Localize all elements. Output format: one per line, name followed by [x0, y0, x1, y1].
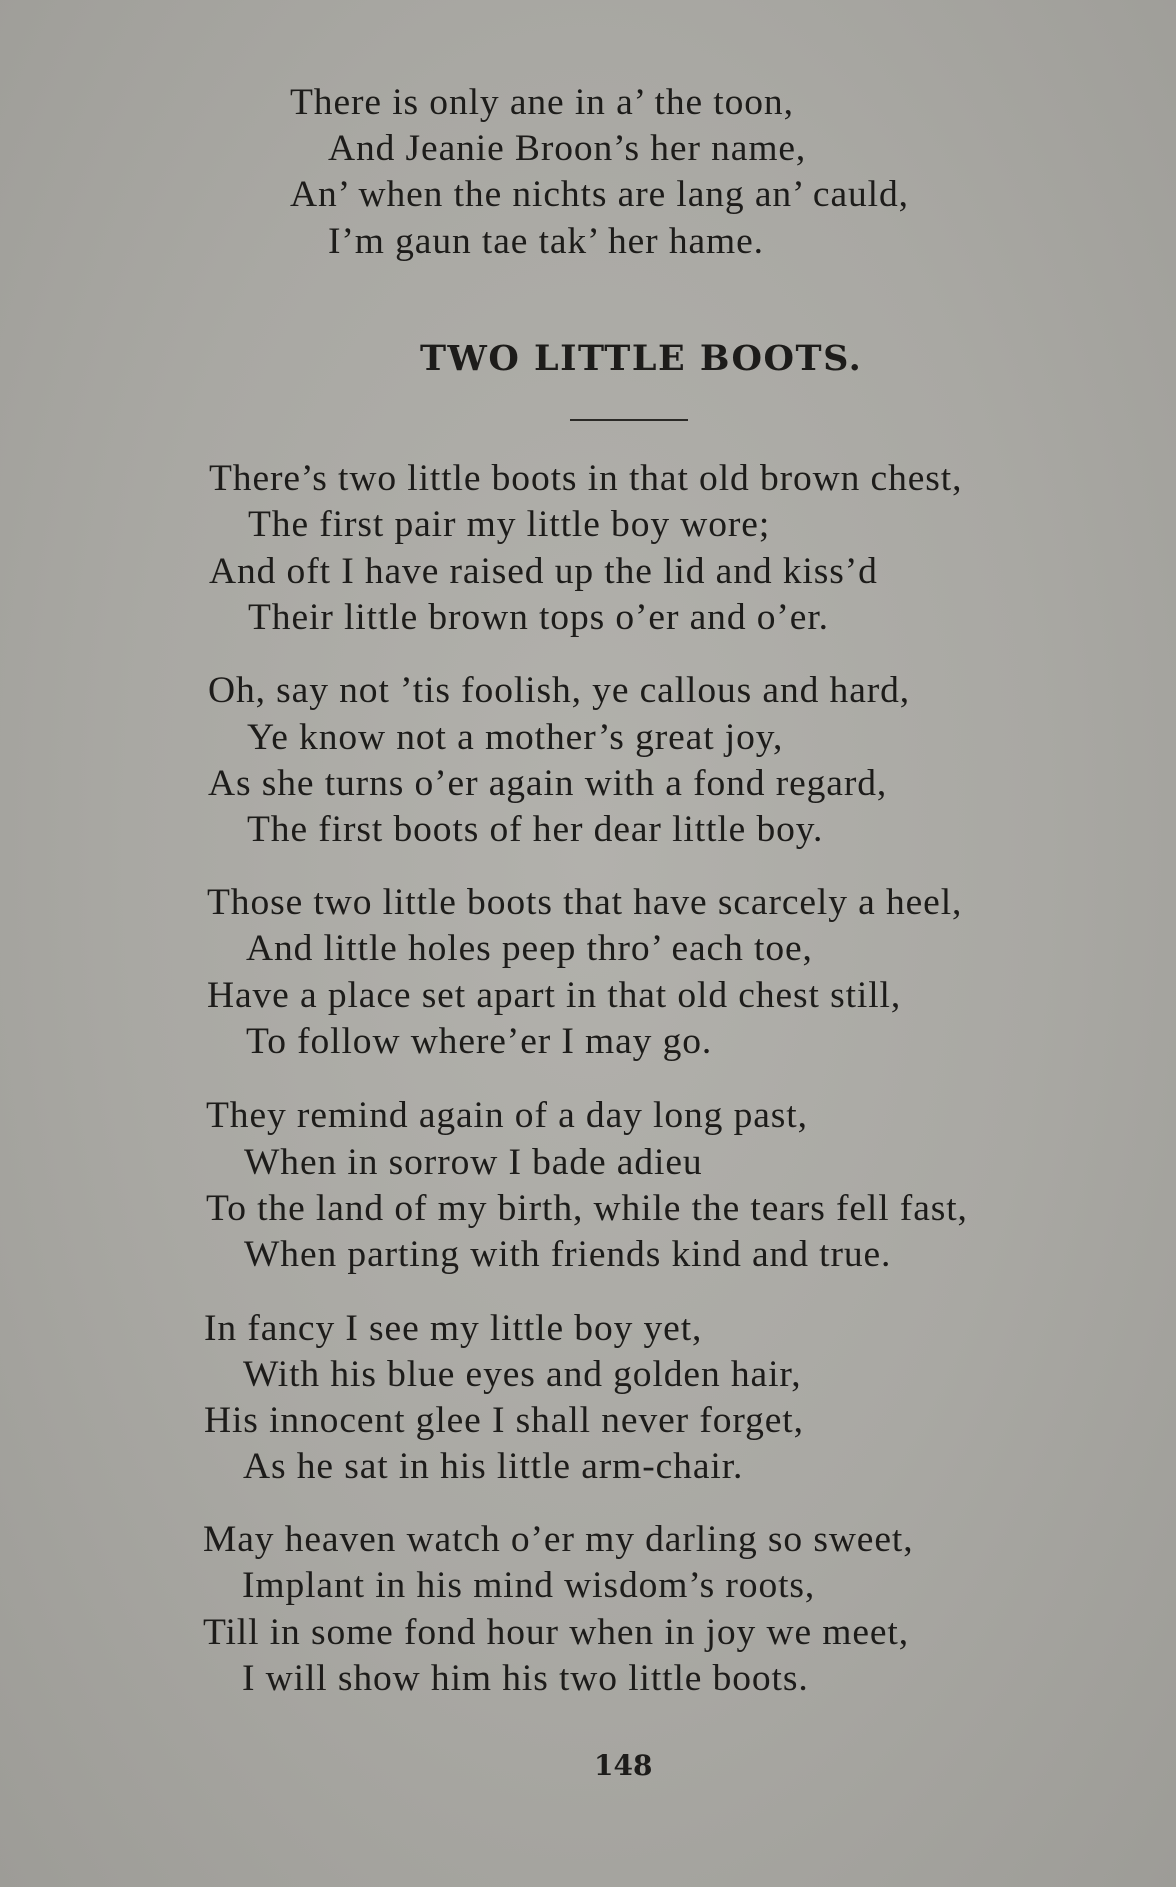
poem-line: The first boots of her dear little boy.	[247, 809, 824, 850]
poem-line: I will show him his two little boots.	[242, 1658, 809, 1699]
poem-line: I’m gaun tae tak’ her hame.	[328, 221, 764, 262]
poem-line: With his blue eyes and golden hair,	[243, 1354, 802, 1395]
poem-title: TWO LITTLE BOOTS.	[420, 338, 863, 379]
poem-line: The first pair my little boy wore;	[248, 504, 771, 545]
poem-line: And little holes peep thro’ each toe,	[246, 928, 813, 969]
poem-line: When parting with friends kind and true.	[244, 1234, 892, 1275]
poem-line: When in sorrow I bade adieu	[244, 1142, 703, 1183]
poem-line: To follow where’er I may go.	[246, 1021, 713, 1062]
poem-line: There is only ane in a’ the toon,	[290, 82, 794, 123]
page-number: 148	[594, 1749, 653, 1782]
poem-line: They remind again of a day long past,	[206, 1095, 808, 1136]
poem-line: Ye know not a mother’s great joy,	[247, 717, 784, 758]
poem-line: To the land of my birth, while the tears fell fast,	[206, 1188, 968, 1229]
title-divider	[570, 419, 688, 421]
poem-line: Have a place set apart in that old chest still,	[207, 975, 902, 1016]
poem-line: Oh, say not ’tis foolish, ye callous and hard,	[208, 670, 911, 711]
poem-line: There’s two little boots in that old brown chest,	[209, 458, 963, 499]
poem-line: May heaven watch o’er my darling so sweet,	[203, 1519, 914, 1560]
poem-line: An’ when the nichts are lang an’ cauld,	[290, 174, 909, 215]
poem-line: In fancy I see my little boy yet,	[204, 1308, 703, 1349]
poem-line: Till in some fond hour when in joy we meet,	[203, 1612, 910, 1653]
poem-line: As he sat in his little arm-chair.	[243, 1446, 744, 1487]
poem-line: Their little brown tops o’er and o’er.	[248, 597, 829, 638]
poem-line: And Jeanie Broon’s her name,	[328, 128, 807, 169]
poem-line: Implant in his mind wisdom’s roots,	[242, 1565, 816, 1606]
poem-line: His innocent glee I shall never forget,	[204, 1400, 804, 1441]
poem-line: As she turns o’er again with a fond regard,	[208, 763, 888, 804]
poem-line: And oft I have raised up the lid and kiss’d	[209, 551, 878, 592]
poem-line: Those two little boots that have scarcely a heel,	[207, 882, 963, 923]
